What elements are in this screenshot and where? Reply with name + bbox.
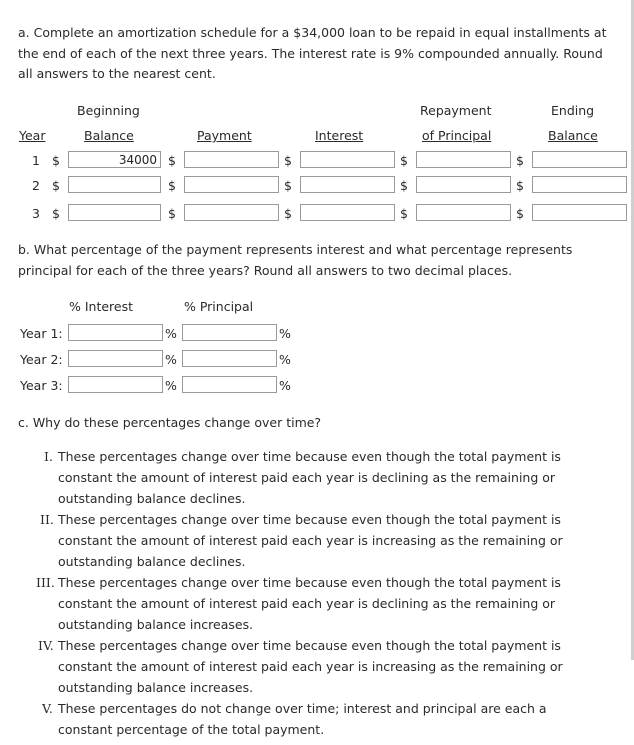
year-label: 3 [32, 206, 40, 221]
interest-input[interactable] [300, 176, 395, 193]
option-text: These percentages change over time because even though the total payment is constant the amount of interest paid each year is declining as the remaining or outstanding balance declines. [58, 449, 561, 506]
option-v[interactable] [44, 698, 574, 740]
dollar-sign: $ [168, 178, 176, 193]
payment-input[interactable] [184, 151, 279, 168]
percent-sign: % [165, 352, 177, 367]
header-interest: Interest [315, 128, 364, 143]
year-label: Year 2: [20, 352, 63, 367]
header-of-principal: of Principal [422, 128, 492, 143]
year-label: 2 [32, 178, 40, 193]
option-iii[interactable] [36, 572, 574, 635]
option-text: These percentages change over time because even though the total payment is constant the amount of interest paid each year is increasing as the remaining or outstanding balance declines. [58, 512, 563, 569]
pct-interest-input[interactable] [68, 324, 163, 341]
header-pct-interest: % Interest [69, 299, 134, 314]
dollar-sign: $ [168, 206, 176, 221]
option-number: II. [40, 512, 54, 527]
pct-interest-input[interactable] [68, 376, 163, 393]
payment-input[interactable] [184, 176, 279, 193]
principal-input[interactable] [416, 176, 511, 193]
part-c-prompt: c. Why do these percentages change over time? [18, 415, 322, 430]
option-ii[interactable] [40, 509, 574, 572]
year-label: 1 [32, 153, 40, 168]
dollar-sign: $ [52, 206, 60, 221]
interest-input[interactable] [300, 204, 395, 221]
dollar-sign: $ [284, 206, 292, 221]
header-year: Year [19, 128, 46, 143]
percent-sign: % [279, 378, 291, 393]
percent-sign: % [279, 352, 291, 367]
pct-principal-input[interactable] [182, 376, 277, 393]
dollar-sign: $ [516, 153, 524, 168]
header-beginning: Beginning [77, 103, 140, 118]
principal-input[interactable] [416, 204, 511, 221]
percent-sign: % [279, 326, 291, 341]
ending-balance-input[interactable] [532, 176, 627, 193]
dollar-sign: $ [400, 153, 408, 168]
option-iv[interactable] [38, 635, 574, 698]
dollar-sign: $ [168, 153, 176, 168]
dollar-sign: $ [52, 178, 60, 193]
header-ending-balance: Balance [548, 128, 598, 143]
option-number: III. [36, 575, 55, 590]
ending-balance-input[interactable] [532, 204, 627, 221]
dollar-sign: $ [52, 153, 60, 168]
ending-balance-input[interactable] [532, 151, 627, 168]
option-text: These percentages do not change over time; interest and principal are each a constant percentage of the total payment. [58, 701, 547, 737]
option-number: IV. [38, 638, 54, 653]
year-label: Year 3: [20, 378, 63, 393]
pct-interest-input[interactable] [68, 350, 163, 367]
option-i[interactable] [44, 446, 574, 509]
header-repayment: Repayment [420, 103, 492, 118]
part-a-prompt: a. Complete an amortization schedule for a $34,000 loan to be repaid in equal installments at the end of each of the next three years. The interest rate is 9% compounded annually. Round all answers to the nearest cent. [18, 25, 607, 81]
percent-sign: % [165, 326, 177, 341]
dollar-sign: $ [516, 206, 524, 221]
pct-principal-input[interactable] [182, 350, 277, 367]
interest-input[interactable] [300, 151, 395, 168]
option-number: V. [42, 701, 53, 716]
dollar-sign: $ [400, 206, 408, 221]
pct-principal-input[interactable] [182, 324, 277, 341]
part-b-prompt: b. What percentage of the payment represents interest and what percentage represents principal for each of the three years? Round all answers to two decimal places. [18, 242, 573, 278]
principal-input[interactable] [416, 151, 511, 168]
beginning-balance-input[interactable] [68, 204, 161, 221]
header-beginning-balance: Balance [84, 128, 134, 143]
option-text: These percentages change over time because even though the total payment is constant the amount of interest paid each year is declining as the remaining or outstanding balance increases. [58, 575, 561, 632]
header-payment: Payment [197, 128, 252, 143]
percent-sign: % [165, 378, 177, 393]
dollar-sign: $ [284, 153, 292, 168]
dollar-sign: $ [284, 178, 292, 193]
beginning-balance-input[interactable] [68, 151, 161, 168]
header-pct-principal: % Principal [184, 299, 254, 314]
dollar-sign: $ [516, 178, 524, 193]
payment-input[interactable] [184, 204, 279, 221]
beginning-balance-input[interactable] [68, 176, 161, 193]
year-label: Year 1: [20, 326, 63, 341]
dollar-sign: $ [400, 178, 408, 193]
header-ending: Ending [551, 103, 595, 118]
option-number: I. [44, 449, 53, 464]
option-text: These percentages change over time because even though the total payment is constant the amount of interest paid each year is increasing as the remaining or outstanding balance increases. [58, 638, 563, 695]
